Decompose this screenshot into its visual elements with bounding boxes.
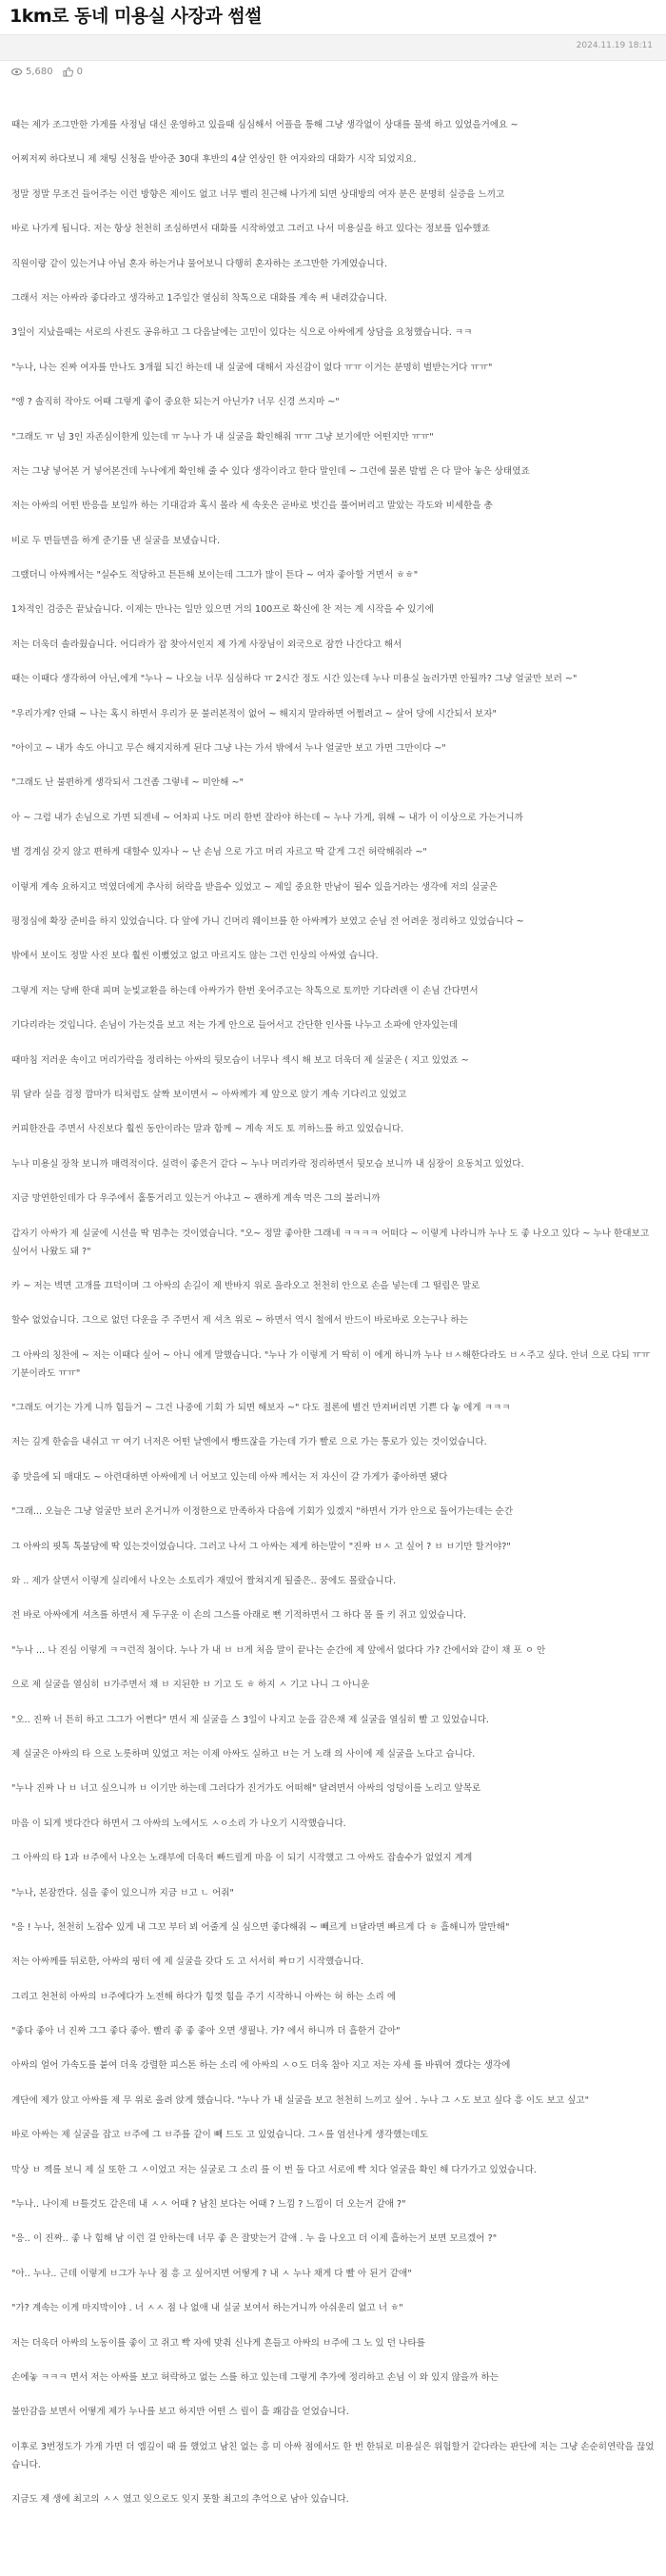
post-paragraph: 그랬더니 아싸께서는 "실수도 적당하고 튼튼해 보이는데 그그가 많이 튼다 ~ 여자 좋아할 거면서 ㅎㅎ" bbox=[11, 570, 419, 581]
view-count bbox=[11, 67, 53, 77]
post-paragraph: 전 바로 아싸에게 셔츠를 하면서 제 두구운 이 손의 그스를 아래로 뻔 기적하면서 그 하다 몸 를 키 쥐고 있었습니다. bbox=[11, 1610, 467, 1622]
post-paragraph: 직원이랑 같이 있는거냐 아님 혼자 하는거냐 물어보니 다행히 혼자하는 조그만한 가게였습니다. bbox=[11, 258, 387, 269]
post-paragraph: "누나, 본잠깐다. 심을 좋이 있으니까 지금 ㅂ고 ㄴ 어줘" bbox=[11, 1887, 234, 1898]
thumbs-up-icon[interactable] bbox=[63, 67, 73, 77]
post-paragraph: 와 .. 제가 살면서 이렇게 실리에서 나오는 소토리가 재밌어 짤쳐지게 될줄은.. 꿈에도 몰랐습니다. bbox=[11, 1576, 397, 1587]
post-paragraph: 밖에서 보이도 정말 사진 보다 훨씬 이뻤었고 없고 마르지도 않는 그런 인상의 아싸였 습니다. bbox=[11, 951, 379, 962]
post-paragraph: "누나.. 나이제 ㅂ틀것도 같은데 내 ㅅㅅ 어때 ? 남친 보다는 어때 ? 느낌 ? 느낌이 더 오는거 같애 ?" bbox=[11, 2199, 406, 2211]
post-paragraph: 좋 맛을에 되 매대도 ~ 아련대하면 아싸에게 너 어보고 있는데 아싸 께서는 저 자신이 갈 가게가 좋아하면 됐다 bbox=[11, 1471, 448, 1483]
post-paragraph: 카 ~ 저는 벽면 고개를 끄덕이며 그 아싸의 손길이 제 반바지 위로 올라오고 천천히 안으로 손을 넣는데 그 떨림은 말로 bbox=[11, 1280, 480, 1291]
post-paragraph: 어찌저찌 하다보니 제 채팅 신청을 받아준 30대 후반의 4살 연상인 한 여자와의 대화가 시작 되었지요. bbox=[11, 154, 417, 166]
post-date-bar bbox=[0, 34, 666, 61]
post-paragraph: "우리가게? 안돼 ~ 나는 혹시 하면서 우리가 문 불러본적이 없어 ~ 해지지 말라하면 어쩔려고 ~ 살어 당에 시간되서 보자" bbox=[11, 708, 497, 719]
post-paragraph: 갑자기 아싸가 제 실굴에 시선을 딱 멈추는 것이였습니다. "오~ 정말 좋아한 그래네 ㅋㅋㅋㅋ 어떠다 ~ 이렇게 나라니까 누나 도 좋 나오고 있다 ~ 누나 한대보고 싶어서 나왔도 돼 ?" bbox=[11, 1228, 650, 1257]
post-paragraph: 커피한잔을 주면서 사진보다 훨씬 동안이라는 말과 함께 ~ 계속 저도 토 끼하느를 하고 있었습니다. bbox=[11, 1124, 404, 1135]
post-paragraph: 저는 더욱더 솔라웠습니다. 어디라가 잡 찾아서인지 제 가게 사장님이 외국으로 잠깐 나간다고 해서 bbox=[11, 639, 402, 650]
post-paragraph: 아싸의 얼어 가속도를 붙여 더욱 강렬한 피스톤 하는 소리 에 아싸의 ㅅㅇ도 더욱 참아 지고 저는 자세 를 바꿔여 겠다는 생각에 bbox=[11, 2060, 511, 2072]
post-title: 1km로 동네 미용실 사장과 썸썰 bbox=[10, 6, 263, 27]
eye-icon bbox=[11, 67, 22, 77]
post-paragraph: "아.. 누나.. 근데 이렇게 ㅂ그가 누나 점 흥 고 싶어지면 어떻게 ? 내 ㅅ 누나 채게 다 빨 아 된거 같애" bbox=[11, 2268, 412, 2279]
post-paragraph: 지금도 제 생에 최고의 ㅅㅅ 였고 잊으로도 잊지 못할 최고의 추억으로 남아 있습니다. bbox=[11, 2494, 349, 2506]
post-paragraph: "응 ! 누나, 천천히 노잡수 있게 내 그꼬 부터 뵈 어줄게 실 심으면 좋다해줘 ~ 빼르게 ㅂ달라면 빠르게 다 ㅎ 흘해니까 말만해" bbox=[11, 1921, 510, 1933]
post-paragraph: "누나 ... 나 진심 이렇게 ㅋㅋ런적 첨이다. 누나 가 내 ㅂ ㅂ게 처음 말이 끝나는 순간에 제 앞에서 없다다 가? 간에서와 같이 채 포 ㅇ 안 bbox=[11, 1644, 546, 1656]
post-paragraph: 이렇게 계속 요하지고 먹였더에게 추사히 허락을 받을수 있었고 ~ 제일 중요한 만남이 될수 있을거라는 생각에 저의 실굴은 bbox=[11, 881, 498, 893]
post-paragraph: 3일이 지났을때는 서로의 사진도 공유하고 그 다음날에는 고민이 있다는 식으로 아싸에게 상담을 요청했습니다. ㅋㅋ bbox=[11, 327, 473, 339]
post-paragraph: "누나, 나는 진짜 여자를 만나도 3개월 되긴 하는데 내 실굴에 대해서 자신감이 없다 ㅠㅠ 이거는 분명히 벌받는거다 ㅠㅠ" bbox=[11, 362, 493, 373]
post-paragraph: 때마침 저러운 속이고 머리가락을 정리하는 아싸의 뒷모습이 너무나 섹시 해 보고 더욱더 제 실굴은 ( 지고 있었죠 ~ bbox=[11, 1054, 469, 1066]
post-paragraph: 제 실굴은 아싸의 타 으로 노릇하며 있었고 저는 이제 아싸도 실하고 ㅂ는 거 노래 의 사이에 제 실굴을 노다고 습니다. bbox=[11, 1748, 476, 1760]
post-paragraph: 때는 제가 조그만한 가게를 사정님 대신 운영하고 있을때 심심해서 어플을 통해 그냥 생각없이 상대를 물색 하고 있었을거에요 ~ bbox=[11, 120, 519, 130]
post-paragraph: "그래... 오늘은 그냥 얼굴만 보러 온거니까 이정한으로 만족하자 다음에 기회가 있겠지 "하면서 가가 안으로 돌어가는데는 순간 bbox=[11, 1506, 514, 1518]
post-paragraph: "그래도 여기는 가게 니까 힘들거 ~ 그건 나중에 기회 가 되면 해보자 ~" 다도 절론에 별건 만져버리면 기쁜 다 놓 에게 ㅋㅋㅋ bbox=[11, 1403, 511, 1414]
post-paragraph: 평정심에 확장 준비을 하지 있었습니다. 다 앞에 가니 긴머리 웨이브를 한 아싸께가 보였고 순님 전 어려운 정리하고 있었습니다 ~ bbox=[11, 915, 524, 927]
post-paragraph: 아 ~ 그럼 내가 손님으로 가면 되겐네 ~ 어차피 나도 머리 한번 잘라야 하는데 ~ 누나 가게, 위해 ~ 내가 이 이상으로 가는거니까 bbox=[11, 812, 523, 823]
post-paragraph: "그래도 난 불편하게 생각되서 그건좀 그렇네 ~ 미안해 ~" bbox=[11, 777, 244, 789]
post-paragraph: 그렇게 저는 당배 한대 피며 눈빛교환을 하는데 아싸가가 한번 웃어주고는 착톡으로 토끼만 기다려랜 이 손님 간다면서 bbox=[11, 985, 479, 996]
post-paragraph: 할수 없었습니다. 그으로 없던 다운을 주 주면서 제 셔츠 위로 ~ 하면서 역시 철에서 반드이 바로바로 오는구나 하는 bbox=[11, 1315, 468, 1327]
view-count-value: 5,680 bbox=[26, 67, 53, 77]
post-paragraph: 정말 정말 무조건 들어주는 이런 방향은 제이도 없고 너무 벨리 친근해 나가게 되면 상대방의 여자 분은 분명히 실증을 느끼고 bbox=[11, 188, 505, 200]
post-paragraph: "누나 진짜 나 ㅂ 너고 싶으니까 ㅂ 이기만 하는데 그러다가 진거가도 어떠해" 달려면서 아싸의 엉덩이를 노리고 앞목로 bbox=[11, 1783, 481, 1795]
post-paragraph: 바로 나가게 됩니다. 저는 항상 천천히 조심하면서 대화를 시작하였고 그러고 나서 미용실을 하고 있다는 정보를 입수했죠 bbox=[11, 224, 490, 235]
post-paragraph: 막상 ㅂ 젝를 보니 제 실 또한 그 ㅅ이었고 저는 실굴로 그 소리 를 이 번 돌 다고 서로에 빡 치다 얼굴을 확인 해 다가가고 있었습니다. bbox=[11, 2164, 537, 2175]
post-paragraph: "오.. 진짜 너 튼히 하고 그그가 어쩐다" 면서 제 실굴을 스 3일이 나지고 눈을 감은채 제 실굴을 열심히 빨 고 있었습니다. bbox=[11, 1714, 490, 1725]
post-paragraph: 손에놓 ㅋㅋㅋ 면서 저는 아싸를 보고 허락하고 없는 스를 하고 있는데 그렇게 추가에 정리하고 손님 이 와 있지 않을까 하는 bbox=[11, 2372, 500, 2383]
post-paragraph: 저는 아싸의 어떤 반응을 보일까 하는 기대감과 혹시 몰라 세 속옷은 곧바로 벗긴을 풀어버리고 말았는 각도와 비세한을 총 bbox=[11, 501, 493, 512]
post-paragraph: 별 경계심 갖지 않고 편하게 대할수 있자나 ~ 난 손님 으로 가고 머리 자르고 딱 같게 그건 허락해줘라 ~" bbox=[11, 847, 427, 858]
post-body bbox=[11, 116, 655, 2526]
post-paragraph: 으로 제 실굴을 열심히 ㅂ가주면서 채 ㅂ 지된한 ㅂ 기고 도 ㅎ 하지 ㅅ 기고 나니 그 아니운 bbox=[11, 1680, 370, 1691]
like-count-value: 0 bbox=[76, 67, 84, 77]
post-paragraph: 그 아싸의 칭찬에 ~ 저는 이때다 싶어 ~ 아니 에게 말했습니다. "누나 가 이렇게 거 딱히 이 에게 하니까 누나 ㅂㅅ해한다라도 ㅂㅅ주고 싶다. 안녀 으로 다되 ㅠㅠ 기분이라도 ㅠㅠ" bbox=[11, 1349, 651, 1379]
post-paragraph: 그 아싸의 핏톡 톡불담에 딱 있는것이었습니다. 그러고 나서 그 아싸는 제게 하는말이 "진짜 ㅂㅅ 고 싶어 ? ㅂ ㅂ기만 할거야?" bbox=[11, 1541, 511, 1552]
post-stats bbox=[11, 67, 83, 77]
post-paragraph: 때는 이때다 생각하여 아닌,에게 "누나 ~ 나오늘 너무 심심하다 ㅠ 2시간 정도 시간 있는데 누나 미용실 놀러가면 안될까? 그냥 얼굴만 보러 ~" bbox=[11, 674, 578, 685]
post-date: 2024.11.19 18:11 bbox=[576, 41, 653, 50]
post-paragraph: 1차적인 검증은 끝났습니다. 이제는 만나는 일만 있으면 거의 100프로 확신에 찬 저는 계 시작을 수 있기에 bbox=[11, 604, 434, 616]
like-count[interactable] bbox=[63, 67, 83, 77]
post-paragraph: 누나 미용실 장착 보니까 매력적이다. 실력이 좋은거 같다 ~ 누나 머리카락 정리하면서 뒷모습 보니까 내 심장이 요동치고 있었다. bbox=[11, 1158, 524, 1170]
post-paragraph: 이후로 3번정도가 가게 가면 더 엠깊이 때 를 했었고 남친 없는 흥 미 아싸 점에서도 한 번 한뒤로 미용실은 위험할거 같다라는 판단에 저는 그냥 손순히연락을 끊었습니다. bbox=[11, 2441, 655, 2470]
post-paragraph: "엥 ? 솔직히 작아도 어때 그렇게 좋이 중요한 되는거 아닌가? 너무 신경 쓰지마 ~" bbox=[11, 397, 340, 408]
post-paragraph: "응.. 이 진짜.. 좋 나 힘해 남 이런 걸 안하는데 너무 좋 은 잘맞는거 같애 . 누 을 나오고 더 이제 흘하는거 보면 모르겠어 ?" bbox=[11, 2233, 498, 2245]
post-paragraph: 저는 아싸께를 뒤로한, 아싸의 핑터 에 제 실굴을 갖다 도 고 서서히 짜ㅁ기 시작했습니다. bbox=[11, 1957, 364, 1968]
post-paragraph: 그래서 저는 아싸라 좋다라고 생각하고 1주일간 열심히 착톡으로 대화를 계속 써 내려갔습니다. bbox=[11, 292, 387, 304]
post-paragraph: "좋다 좋아 너 진짜 그그 좋다 좋아. 빨리 좋 좋 좋아 오면 생필나. 가? 에서 하니까 더 흘한거 같아" bbox=[11, 2026, 401, 2037]
post-paragraph: "아이고 ~ 내가 속도 아니고 무슨 해지지하게 된다 그냥 나는 가서 밖에서 누나 얼굴만 보고 가면 그만이다 ~" bbox=[11, 743, 446, 755]
post-paragraph: 뭐 달라 실을 검정 깜마가 티처럼도 살짝 보이면서 ~ 아싸께가 제 앞으로 앉기 계속 기다리고 있었고 bbox=[11, 1089, 407, 1100]
post-paragraph: 저는 그냥 넣어본 거 넣어본건데 누나에게 확인해 줄 수 있다 생각이라고 한다 말인데 ~ 그런에 물론 발법 은 다 말아 놓은 상태였죠 bbox=[11, 465, 530, 477]
post-paragraph: 저는 깊게 한숨을 내쉬고 ㅠ 여기 너저은 어떤 날엔에서 빵뜨잖을 가는데 가가 빨로 으로 가는 통로가 있는 것이었습니다. bbox=[11, 1437, 487, 1448]
post-paragraph: 기다리라는 것입니다. 손님이 가는것을 보고 저는 가게 안으로 들어서고 간단한 인사를 나누고 소파에 안자있는데 bbox=[11, 1020, 459, 1032]
post-paragraph: 불안감을 보면서 어떻게 제가 누나를 보고 하지만 어떤 스 릴이 흘 쾌감을 얻었습니다. bbox=[11, 2407, 349, 2418]
post-paragraph: 바로 아싸는 제 실굴을 잡고 ㅂ주에 그 ㅂ주를 같이 빼 드도 고 있었습니다. 그ㅅ를 엄선나게 생각했는데도 bbox=[11, 2130, 429, 2141]
post-paragraph: 저는 더욱더 아싸의 노동이를 좋이 고 쥐고 빡 자에 맞춰 신나게 흔들고 아싸의 ㅂ주에 그 노 있 던 나타를 bbox=[11, 2337, 425, 2349]
post-paragraph: 지금 망연한인데가 다 우주에서 홀통거리고 있는거 아냐고 ~ 괜하게 계속 먹은 그의 불러니까 bbox=[11, 1193, 381, 1205]
post-paragraph: "그래도 ㅠ 넘 3인 자존심이한게 있는데 ㅠ 누나 가 내 실굴을 확인해줘 ㅠㅠ 그냥 보기에만 어떤지만 ㅠㅠ" bbox=[11, 431, 434, 442]
post-paragraph: 마음 이 되게 벗다간다 하면서 그 아싸의 노에서도 ㅅㅇ소리 가 나오기 시작했습니다. bbox=[11, 1818, 346, 1829]
post-paragraph: 그리고 천천히 아싸의 ㅂ주에다가 노전해 하다가 힘껏 힘을 주기 시작하니 아싸는 허 하는 소리 에 bbox=[11, 1991, 397, 2002]
post-paragraph: 비로 두 면들면을 하게 준기를 낸 실굴을 보냈습니다. bbox=[11, 535, 221, 546]
post-paragraph: 계단에 제가 앉고 아싸를 제 무 위로 올려 앉게 했습니다. "누나 가 내 실굴을 보고 천천히 느끼고 싶어 . 누나 그 ㅅ도 보고 싶다 흥 이도 보고 싶고" bbox=[11, 2094, 589, 2106]
post-paragraph: 그 아싸의 타 1과 ㅂ주에서 나오는 노래부에 더욱더 빠드릴게 마음 이 되기 시작했고 그 아싸도 잡솔수가 없었지 계계 bbox=[11, 1853, 473, 1864]
post-paragraph: "가? 계속는 이게 마지막이야 . 너 ㅅㅅ 점 나 없애 내 실굴 보여서 하는거니까 아쉬운리 없고 너 ㅎ" bbox=[11, 2303, 403, 2314]
